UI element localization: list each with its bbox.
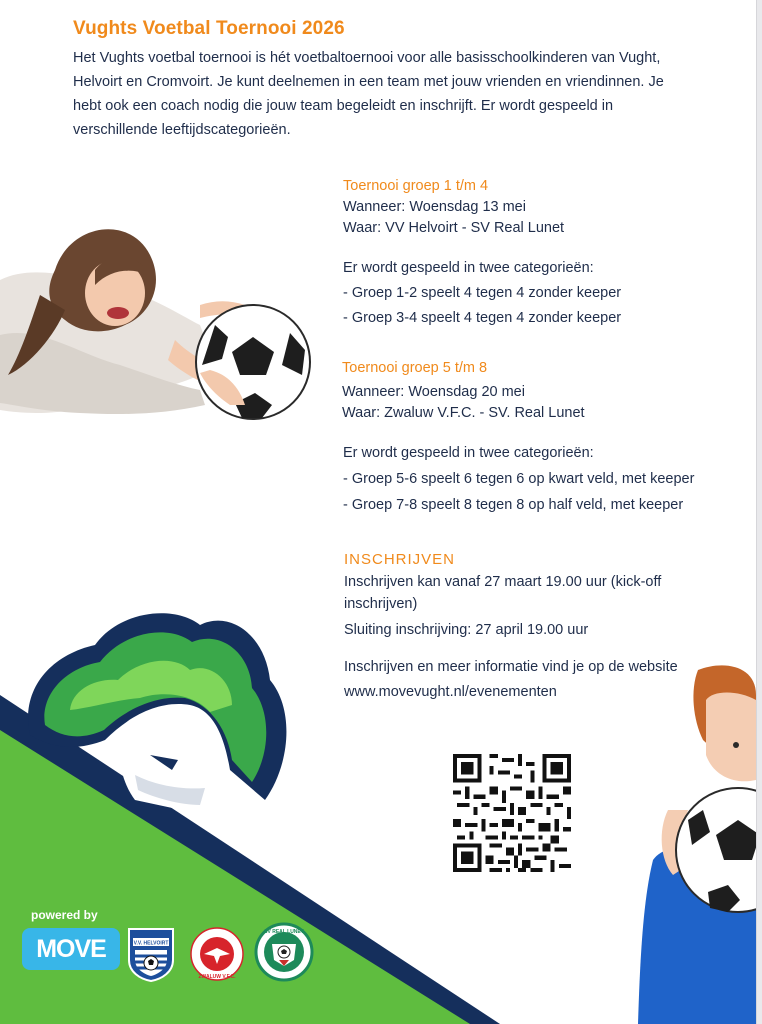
boy-with-ball-image [628,660,756,1024]
tournament-1-categories [343,256,621,331]
vv-helvoirt-logo [126,926,176,982]
club-logo-name: SV REAL LUNET [264,929,304,935]
category-item: - Groep 7-8 speelt 8 tegen 8 op half veld, met keeper [343,497,684,513]
club-logo-name: ZWALUW V.F.C. [198,974,236,980]
categories-intro: Er wordt gespeeld in twee categorieën: [343,445,594,461]
registration-opens-cont: inschrijven) [344,596,418,612]
website-link[interactable]: www.movevught.nl/evenementen [344,684,557,700]
category-item: - Groep 3-4 speelt 4 tegen 4 zonder keeper [343,310,622,326]
tournament-2-categories [343,440,694,518]
tournament-2-heading: Toernooi groep 5 t/m 8 [342,360,488,376]
category-item: - Groep 1-2 speelt 4 tegen 4 zonder keeper [343,285,622,301]
registration-closes: Sluiting inschrijving: 27 april 19.00 uur [344,622,589,638]
zwaluw-vfc-logo [190,926,244,982]
qr-code[interactable] [453,754,571,872]
registration-opens: Inschrijven kan vanaf 27 maart 19.00 uur (kick-off [344,574,662,590]
category-item: - Groep 5-6 speelt 6 tegen 6 op kwart veld, met keeper [343,471,695,487]
powered-by-label: powered by [31,908,98,922]
tournament-1-section [343,176,564,239]
tournament-2-where: Waar: Zwaluw V.F.C. - SV. Real Lunet [342,405,585,421]
page-edge [756,0,762,1024]
tournament-2-when: Wanneer: Woensdag 20 mei [342,384,525,400]
club-logo-name: V.V. HELVOIRT [133,940,169,947]
tournament-1-heading: Toernooi groep 1 t/m 4 [343,178,489,194]
registration-heading: INSCHRIJVEN [344,551,456,568]
tournament-2-section [342,358,585,424]
registration-section [344,549,678,703]
registration-info: Inschrijven en meer informatie vind je op de website [344,659,678,675]
girl-with-ball-image [0,215,320,425]
tournament-1-where: Waar: VV Helvoirt - SV Real Lunet [343,220,565,236]
categories-intro: Er wordt gespeeld in twee categorieën: [343,260,594,276]
move-logo: MOVE [22,928,120,970]
sv-real-lunet-logo [254,922,314,982]
page-title: Vughts Voetbal Toernooi 2026 [73,18,345,39]
intro-paragraph: Het Vughts voetbal toernooi is hét voetbaltoernooi voor alle basisschoolkinderen van Vught, Helvoirt en Cromvoirt. Je kunt deelnemen in een team met jouw vrienden en vriendinnen. Je hebt ook een coach nodig die jouw team begeleidt en inschrijft. Er wordt gespeeld in verschillende leeftijdscategorieën. [73,50,664,138]
tournament-1-when: Wanneer: Woensdag 13 mei [343,199,526,215]
